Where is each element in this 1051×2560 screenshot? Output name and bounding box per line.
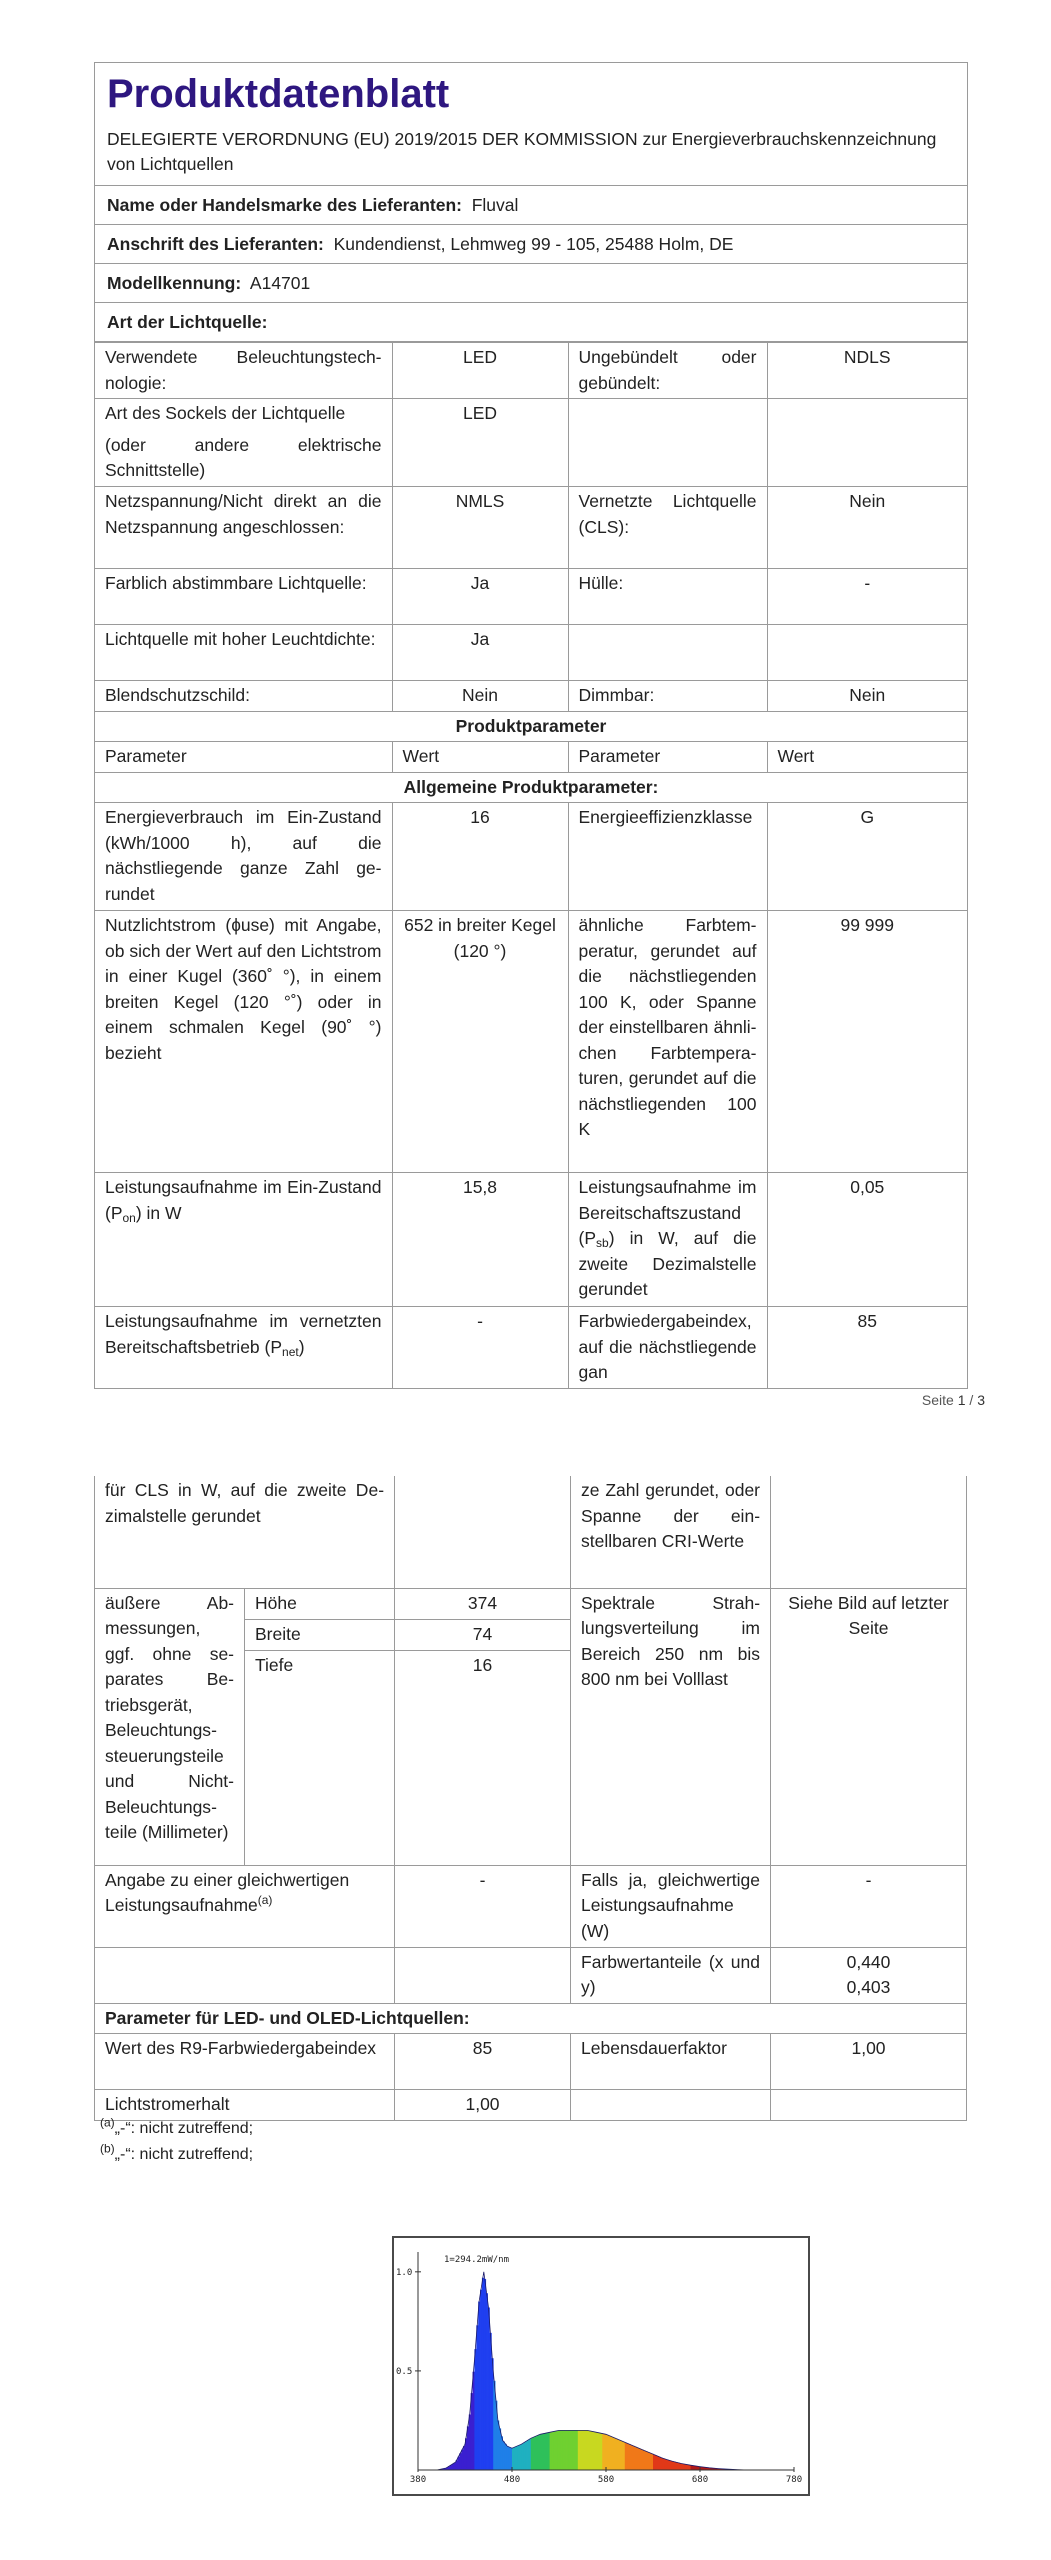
- lifetime-factor-value: 1,00: [771, 2034, 967, 2090]
- lumen-maintenance-label: Lichtstromerhalt: [95, 2090, 395, 2121]
- luminance-value: Ja: [392, 625, 568, 681]
- table-row: [95, 742, 967, 773]
- empty-cell: [395, 1476, 571, 1588]
- table-row: [95, 1947, 967, 2003]
- table-row: [95, 343, 967, 399]
- footnote-b: $^{(b)}$„-“: nicht zutreffend;: [100, 2141, 254, 2163]
- supplier-row: [95, 186, 967, 225]
- equivalent-value: -: [395, 1865, 571, 1947]
- empty-cell: [568, 399, 767, 487]
- title-block: [95, 63, 967, 186]
- table-row: [95, 487, 967, 569]
- x-tick-label: 480: [503, 2475, 521, 2485]
- led-params-heading: Parameter für LED- und OLED-Lichtquellen:: [95, 2003, 967, 2034]
- page-title: Produktdatenblatt: [107, 72, 450, 116]
- footnote-a: $^{(a)}$„-“: nicht zutreffend;: [100, 2115, 254, 2137]
- socket-value: LED: [392, 399, 568, 487]
- supplier-label: Name oder Handelsmarke des Lieferanten:: [107, 195, 462, 215]
- equivalent-label: Angabe zu einer gleichwertigen Leistungsaufnahme$^{(a)}$: [95, 1865, 395, 1947]
- r9-label: Wert des R9-Farbwiedergabeindex: [95, 2034, 395, 2090]
- envelope-label: Hülle:: [568, 569, 767, 625]
- x-tick-label: 380: [409, 2475, 427, 2485]
- energy-value: 16: [392, 803, 568, 911]
- x-tick-label: 680: [691, 2475, 709, 2485]
- product-params-table-continued: [94, 1476, 967, 2121]
- cls-value: Nein: [767, 487, 967, 569]
- cct-label: ähnliche Farbtemperatur, gerundet auf die nächstliegenden 100 K, oder Spanne der einstellbaren ähnlichen Farbtemperaturen, gerundet auf die nächstliegenden 100 K: [568, 911, 767, 1173]
- address-label: Anschrift des Lieferanten:: [107, 234, 324, 254]
- col-header-parameter: Parameter: [568, 742, 767, 773]
- height-label: Höhe: [245, 1588, 395, 1619]
- empty-cell: [395, 1947, 571, 2003]
- regulation-subtitle: DELEGIERTE VERORDNUNG (EU) 2019/2015 DER KOMMISSION zur Energieverbrauchskennzeichnung von Lichtquellen: [107, 129, 937, 174]
- energy-label: Energieverbrauch im Ein-Zustand (kWh/1000 h), auf die nächstliegende ganze Zahl gerundet: [95, 803, 392, 911]
- bundled-label: Ungebündelt oder gebündelt:: [568, 343, 767, 399]
- model-label: Modellkennung:: [107, 273, 242, 293]
- table-row: [95, 625, 967, 681]
- table-row: [95, 1307, 967, 1389]
- table-row: [95, 2003, 967, 2034]
- lifetime-factor-label: Lebensdauerfaktor: [571, 2034, 771, 2090]
- mains-label: Netzspannung/Nicht direkt an die Netzspannung angeschlossen:: [95, 487, 392, 569]
- empty-cell: [771, 1476, 967, 1588]
- empty-cell: [771, 2090, 967, 2121]
- psb-value: 0,05: [767, 1173, 967, 1307]
- address-value: Kundendienst, Lehmweg 99 - 105, 25488 Holm, DE: [333, 234, 734, 254]
- chromaticity-value: 0,440 0,403: [771, 1947, 967, 2003]
- height-value: 374: [395, 1588, 571, 1619]
- chromaticity-label: Farbwertanteile (x und y): [571, 1947, 771, 2003]
- table-row: [95, 2034, 967, 2090]
- r9-value: 85: [395, 2034, 571, 2090]
- dimmable-value: Nein: [767, 681, 967, 712]
- spectral-label: Spektrale Strahlungsverteilung im Bereich 250 nm bis 800 nm bei Volllast: [571, 1588, 771, 1865]
- if-yes-value: -: [771, 1865, 967, 1947]
- table-row: [95, 399, 967, 487]
- width-label: Breite: [245, 1619, 395, 1650]
- light-source-table: [95, 342, 967, 1389]
- depth-label: Tiefe: [245, 1650, 395, 1865]
- light-type-heading: Art der Lichtquelle:: [107, 312, 268, 332]
- supplier-value: Fluval: [471, 195, 519, 215]
- table-row: [95, 681, 967, 712]
- pnet-label-continued: für CLS in W, auf die zweite Dezimalstelle gerundet: [95, 1476, 395, 1588]
- pon-label: Leistungsaufnahme im Ein-Zustand $(P_{on})$ in W: [95, 1173, 392, 1307]
- x-tick-label: 780: [785, 2475, 803, 2485]
- cct-value: 99 999: [767, 911, 967, 1173]
- footnotes: [100, 2116, 253, 2168]
- pon-value: 15,8: [392, 1173, 568, 1307]
- dimmable-label: Dimmbar:: [568, 681, 767, 712]
- general-params-heading: Allgemeine Produktparameter:: [95, 772, 967, 803]
- cls-label: Vernetzte Lichtquelle (CLS):: [568, 487, 767, 569]
- if-yes-label: Falls ja, gleichwertige Leistungsaufnahme (W): [571, 1865, 771, 1947]
- page-number: Seite 1 / 3: [921, 1392, 985, 1408]
- cri-label: Farbwiedergabeindex, auf die nächstliegende gan: [568, 1307, 767, 1389]
- psb-label: Leistungsaufnahme im Bereitschaftszustand $(P_{sb})$ in W, auf die zweite Dezimalstelle gerundet: [568, 1173, 767, 1307]
- model-row: [95, 264, 967, 303]
- luminance-label: Lichtquelle mit hoher Leuchtdichte:: [95, 625, 392, 681]
- empty-cell: [568, 625, 767, 681]
- spectral-value: Siehe Bild auf letzter Seite: [771, 1588, 967, 1865]
- mains-value: NMLS: [392, 487, 568, 569]
- depth-value: 16: [395, 1650, 571, 1865]
- empty-cell: [767, 399, 967, 487]
- bundled-value: NDLS: [767, 343, 967, 399]
- envelope-value: -: [767, 569, 967, 625]
- width-value: 74: [395, 1619, 571, 1650]
- empty-cell: [95, 1947, 395, 2003]
- dimensions-label: äußere Abmessungen, ggf. ohne separates Betriebsgerät, Beleuchtungssteuerungsteile und Nicht-Beleuchtungsteile (Millimeter): [95, 1588, 245, 1865]
- spectral-distribution-chart: [392, 2236, 810, 2496]
- table-row: [95, 1476, 967, 1588]
- pnet-value: -: [392, 1307, 568, 1389]
- lumen-maintenance-value: 1,00: [395, 2090, 571, 2121]
- product-params-heading: Produktparameter: [95, 711, 967, 742]
- glare-value: Nein: [392, 681, 568, 712]
- tunable-value: Ja: [392, 569, 568, 625]
- y-tick-label: 0.5: [396, 2366, 413, 2377]
- datasheet-page-1: [94, 62, 968, 1389]
- table-row: [95, 569, 967, 625]
- pnet-label: Leistungsaufnahme im vernetzten Bereitschaftsbetrieb $(P_{net})$: [95, 1307, 392, 1389]
- glare-label: Blendschutzschild:: [95, 681, 392, 712]
- cri-label-continued: ze Zahl gerundet, oder Spanne der einstellbaren CRI-Werte: [571, 1476, 771, 1588]
- empty-cell: [571, 2090, 771, 2121]
- peak-label: 1=294.2mW/nm: [444, 2255, 510, 2265]
- efficiency-class-value: G: [767, 803, 967, 911]
- y-tick-label: 1.0: [396, 2267, 413, 2278]
- col-header-value: Wert: [392, 742, 568, 773]
- table-row: [95, 803, 967, 911]
- col-header-parameter: Parameter: [95, 742, 392, 773]
- flux-value: 652 in breiter Kegel (120 °): [392, 911, 568, 1173]
- x-tick-label: 580: [597, 2475, 615, 2485]
- table-row: [95, 1588, 967, 1619]
- efficiency-class-label: Energieeffizienzklasse: [568, 803, 767, 911]
- model-value: A14701: [249, 273, 311, 293]
- col-header-value: Wert: [767, 742, 967, 773]
- table-row: [95, 772, 967, 803]
- table-row: [95, 1865, 967, 1947]
- table-row: [95, 1173, 967, 1307]
- table-row: [95, 711, 967, 742]
- tech-label: Verwendete Beleuchtungstechnologie:: [95, 343, 392, 399]
- datasheet-page-2: [94, 1476, 966, 2121]
- tunable-label: Farblich abstimmbare Lichtquelle:: [95, 569, 392, 625]
- flux-label: Nutzlichtstrom (ɸuse) mit Angabe, ob sich der Wert auf den Lichtstrom in einer Kugel (360˚ °), in einem breiten Kegel (120 °˚) oder in einem schmalen Kegel (90˚ °) bezieht: [95, 911, 392, 1173]
- cri-value: 85: [767, 1307, 967, 1389]
- spectrum-svg: [394, 2238, 808, 2494]
- socket-label: Art des Sockels der Lichtquelle (oder andere elektrische Schnittstelle): [95, 399, 392, 487]
- tech-value: LED: [392, 343, 568, 399]
- table-row: [95, 911, 967, 1173]
- address-row: [95, 225, 967, 264]
- light-type-heading-row: [95, 303, 967, 342]
- empty-cell: [767, 625, 967, 681]
